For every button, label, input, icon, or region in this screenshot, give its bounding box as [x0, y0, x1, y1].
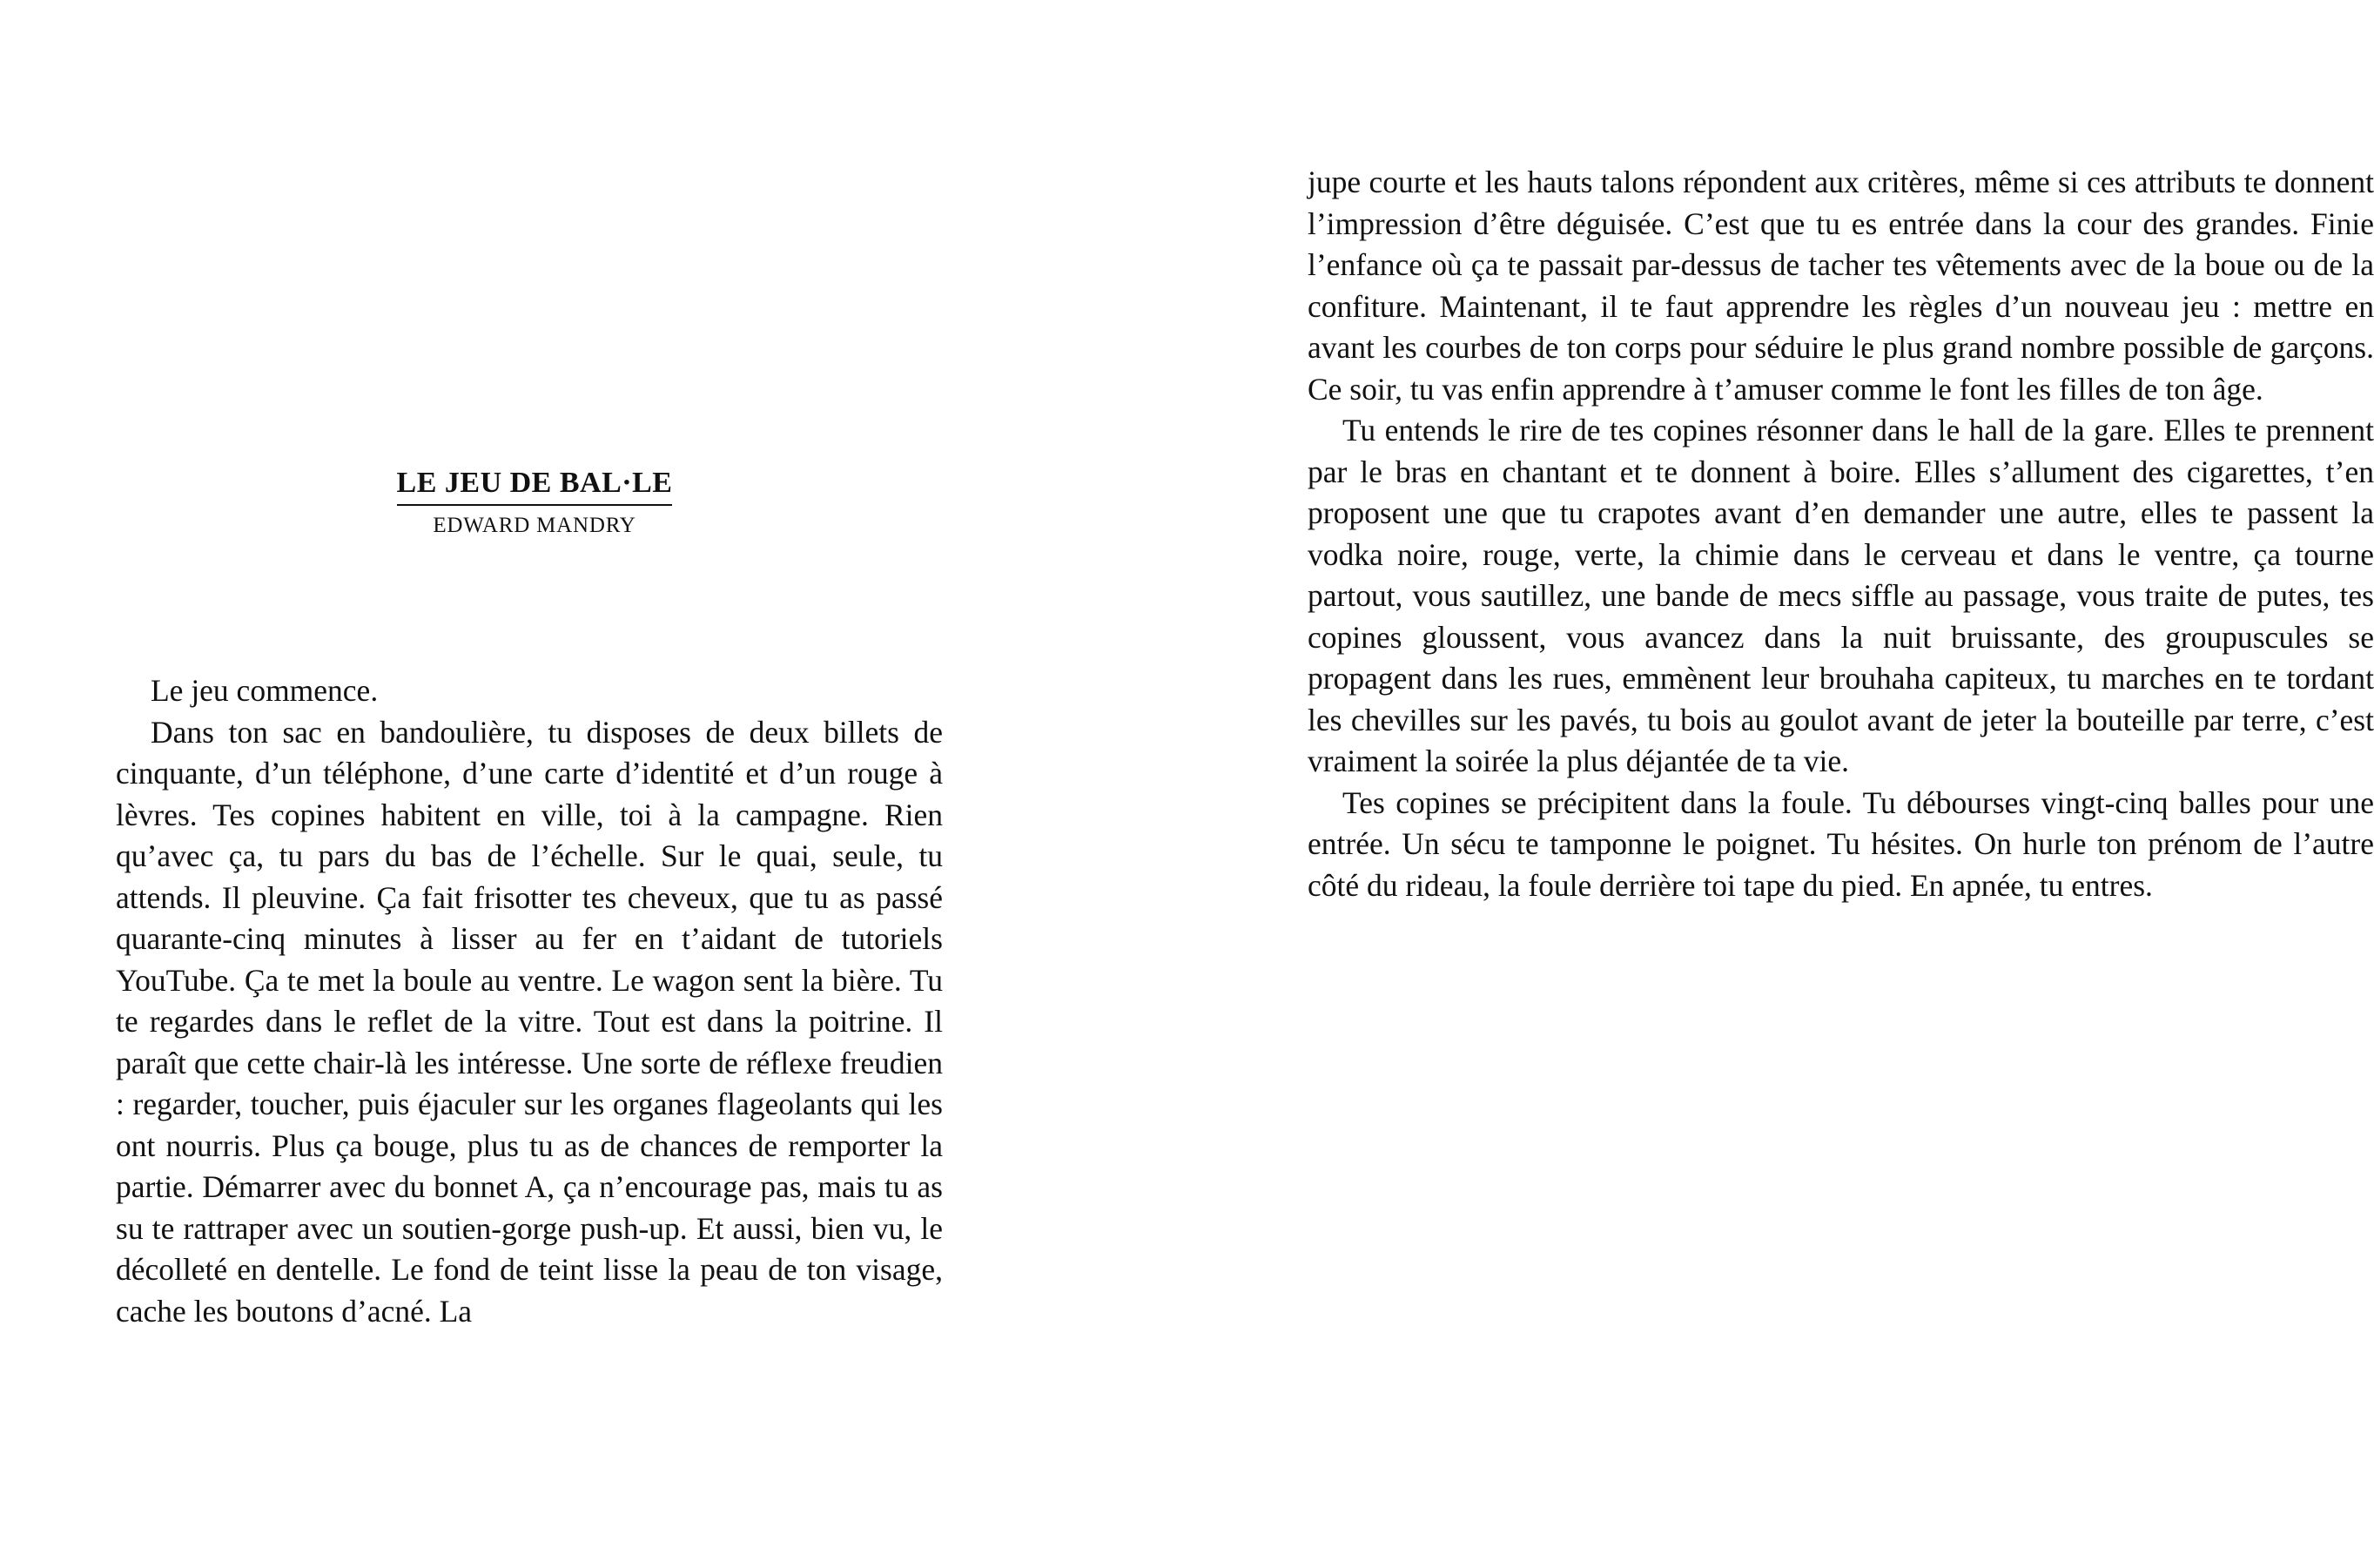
left-page-text — [116, 670, 943, 1332]
paragraph: Tu entends le rire de tes copines résonner dans le hall de la gare. Elles te prennent par le bras en chantant et te donnent à boire. Elles s’allument des cigarettes, t’en proposent une que tu crapotes avant d’en demander une autre, elles te passent la vodka noire, rouge, verte, la chimie dans le cerveau et dans le ventre, ça tourne partout, vous sautillez, une bande de mecs siffle au passage, vous traite de putes, tes copines gloussent, vous avancez dans la nuit bruissante, des groupuscules se propagent dans les rues, emmènent leur brouhaha capiteux, tu marches en te tordant les chevilles sur les pavés, tu bois au goulot avant de jeter la bouteille par terre, c’est vraiment la soirée la plus déjantée de ta vie. — [1308, 413, 2374, 778]
paragraph: jupe courte et les hauts talons répondent aux critères, même si ces attributs te donnent l’impression d’être déguisée. C’est que tu es entrée dans la cour des grandes. Finie l’enfance où ça te passait par-dessus de tacher tes vêtements avec de la boue ou de la confiture. Maintenant, il te faut apprendre les règles d’un nouveau jeu : mettre en avant les courbes de ton corps pour séduire le plus grand nombre possible de garçons. Ce soir, tu vas enfin apprendre à t’amuser comme le font les filles de ton âge. — [1308, 165, 2374, 407]
right-page — [1114, 0, 2374, 1568]
left-page — [0, 0, 1114, 1568]
story-header — [396, 464, 673, 539]
paragraph: Le jeu commence. — [151, 673, 379, 708]
paragraph: Tes copines se précipitent dans la foule. Tu débourses vingt-cinq balles pour une entrée. Un sécu te tamponne le poignet. Tu hésites. On hurle ton prénom de l’autre côté du rideau, la foule derrière toi tape du pied. En apnée, tu entres. — [1308, 784, 2374, 903]
story-author: EDWARD MANDRY — [433, 514, 636, 537]
story-title: LE JEU DE BAL·LE — [397, 464, 673, 506]
paragraph: Dans ton sac en bandoulière, tu disposes de deux billets de cinquante, d’un téléphone, d’une carte d’identité et d’un rouge à lèvres. Tes copines habitent en ville, toi à la campagne. Rien qu’avec ça, tu pars du bas de l’échelle. Sur le quai, seule, tu attends. Il pleuvine. Ça fait frisotter tes cheveux, que tu as passé quarante-cinq minutes à lisser au fer en t’aidant de tutoriels YouTube. Ça te met la boule au ventre. Le wagon sent la bière. Tu te regardes dans le reflet de la vitre. Tout est dans la poitrine. Il paraît que cette chair-là les intéresse. Une sorte de réflexe freudien : regarder, toucher, puis éjaculer sur les organes flageolants qui les ont nourris. Plus ça bouge, plus tu as de chances de remporter la partie. Démarrer avec du bonnet A, ça n’encourage pas, mais tu as su te rattraper avec un soutien-gorge push-up. Et aussi, bien vu, le décolleté en dentelle. Le fond de teint lisse la peau de ton visage, cache les boutons d’acné. La — [116, 714, 943, 1329]
right-page-text — [1308, 162, 2374, 906]
